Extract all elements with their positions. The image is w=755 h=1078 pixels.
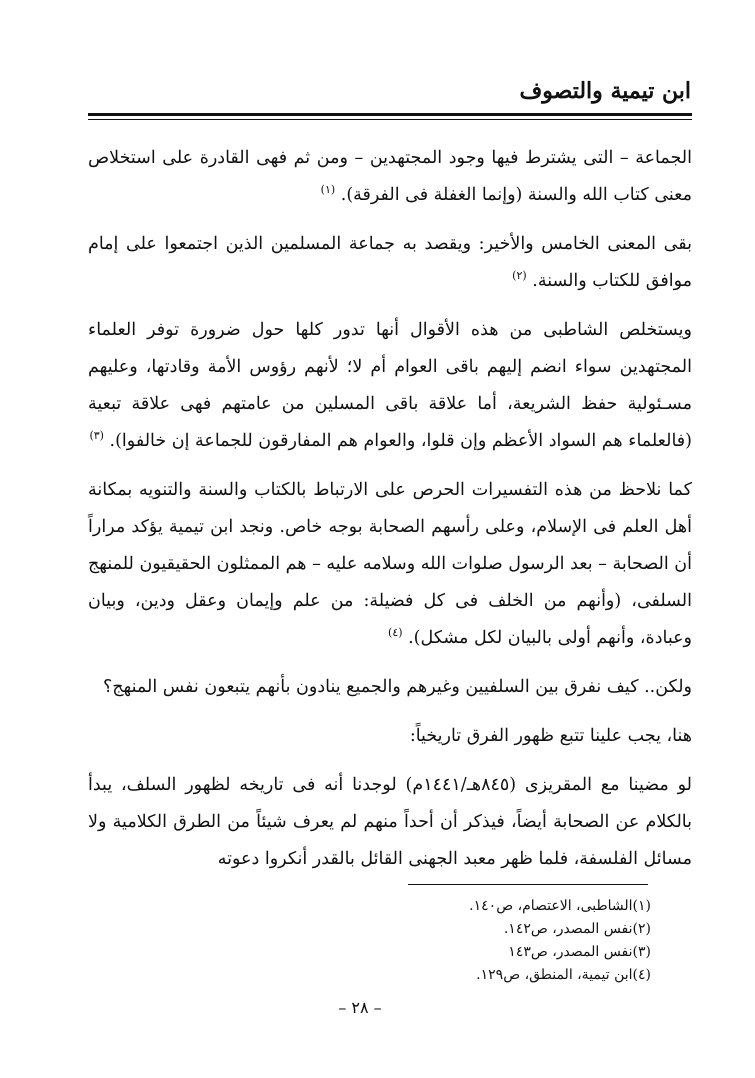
footnote-marker: (٢) (512, 269, 527, 283)
paragraph-1 (88, 140, 692, 214)
paragraph-2 (88, 226, 692, 300)
paragraph-text: ويستخلص الشاطبى من هذه الأقوال أنها تدور كلها حول ضرورة توفر العلماء المجتهدين سواء انضم إليهم باقى العوام أم لا؛ لأنهم رؤوس الأمة وقادتها، وعليهم مسـئولية حفظ الشريعة، أما علاقة باقى المسلين من عامتهم فهى علاقة تبعية (فالعلماء هم السواد الأعظم وإن قلوا، والعوام هم المفارقون للجماعة إن خالفوا). (88, 320, 692, 451)
paragraph-text: هنا، يجب علينا تتبع ظهور الفرق تاريخياً: (409, 726, 692, 746)
paragraph-5 (88, 669, 692, 706)
paragraph-text: كما نلاحظ من هذه التفسيرات الحرص على الارتباط بالكتاب والسنة والتنويه بمكانة أهل العلم فى الإسلام، وعلى رأسهم الصحابة بوجه خاص. ونجد ابن تيمية يؤكد مراراً أن الصحابة – بعد الرسول صلوات الله وسلامه عليه – هم الممثلون الحقيقيون للمنهج السلفى، (وأنهم من الخلف فى كل فضيلة: من علم وإيمان وعقل ودين، وبيان وعبادة، وأنهم أولى بالبيان لكل مشكل). (88, 480, 692, 648)
paragraph-text: الجماعة – التى يشترط فيها وجود المجتهدين – ومن ثم فهى القادرة على استخلاص معنى كتاب الله والسنة (وإنما الغفلة فى الفرقة). (88, 148, 692, 205)
page-number: – ٢٨ – (338, 998, 382, 1017)
footnote-marker: (٣) (89, 429, 104, 443)
footnote-1: (١)الشاطبى، الاعتصام، ص١٤٠. (469, 898, 651, 914)
footnotes (331, 895, 651, 987)
header-rule-thin (88, 119, 692, 120)
paragraph-7 (88, 767, 692, 878)
footnote-3: (٣)نفس المصدر، ص١٤٣ (508, 944, 651, 960)
paragraph-3 (88, 312, 692, 460)
footnote-4: (٤)ابن تيمية، المنطق، ص١٢٩. (476, 967, 651, 983)
paragraph-text: ولكن.. كيف نفرق بين السلفيين وغيرهم والجميع ينادون بأنهم يتبعون نفس المنهج؟ (102, 677, 692, 697)
paragraph-6 (88, 718, 692, 755)
footnote-2: (٢)نفس المصدر، ص١٤٢. (503, 921, 651, 937)
footnote-separator (408, 884, 648, 885)
body-text (88, 140, 692, 890)
paragraph-text: بقى المعنى الخامس والأخير: ويقصد به جماعة المسلمين الذين اجتمعوا على إمام موافق للكتاب والسنة. (88, 234, 692, 291)
paragraph-text: لو مضينا مع المقريزى (٨٤٥هـ/١٤٤١م) لوجدنا أنه فى تاريخه لظهور السلف، يبدأ بالكلام عن الصحابة أيضاً، فيذكر أن أحداً منهم لم يعرف شيئاً من الطرق الكلامية ولا مسائل الفلسفة، فلما ظهر معبد الجهنى القائل بالقدر أنكروا دعوته (88, 775, 692, 869)
footnote-marker: (١) (320, 183, 336, 197)
footnote-marker: (٤) (388, 626, 403, 640)
paragraph-4 (88, 472, 692, 657)
header-rule-thick (88, 113, 692, 116)
running-title: ابن تيمية والتصوف (519, 78, 691, 104)
